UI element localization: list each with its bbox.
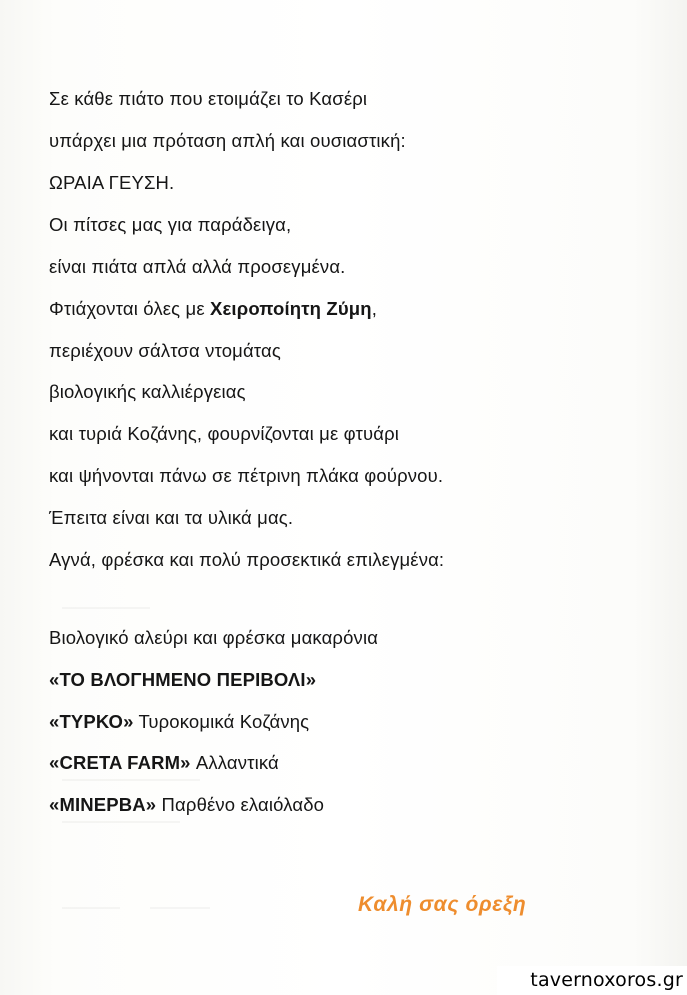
supplier-oil-brand: «ΜΙΝΕΡΒΑ» xyxy=(49,794,157,815)
supplier-meat xyxy=(49,752,279,774)
intro-line-8: βιολογικής καλλιέργειας xyxy=(49,381,246,402)
intro-line-5: είναι πιάτα απλά αλλά προσεγμένα. xyxy=(49,256,346,277)
intro-line-6 xyxy=(49,298,377,320)
closing-wish: Καλή σας όρεξη xyxy=(358,893,527,916)
site-watermark: tavernoxoros.gr xyxy=(497,966,687,995)
intro-line-11: Έπειτα είναι και τα υλικά μας. xyxy=(49,507,294,528)
supplier-flour-brand xyxy=(49,669,316,691)
supplier-meat-brand: «CRETA FARM» xyxy=(49,752,191,773)
supplier-cheese-brand: «ΤΥΡΚΟ» xyxy=(49,711,134,732)
supplier-meat-text: Αλλαντικά xyxy=(190,752,279,773)
handmade-dough-highlight: Χειροποίητη Ζύμη xyxy=(210,298,372,319)
intro-line-6-pre: Φτιάχονται όλες με xyxy=(49,298,211,319)
intro-line-4: Οι πίτσες μας για παράδειγα, xyxy=(49,214,292,235)
intro-line-10: και ψήνονται πάνω σε πέτρινη πλάκα φούρνου. xyxy=(49,465,444,486)
supplier-flour-text: Βιολογικό αλεύρι και φρέσκα μακαρόνια xyxy=(49,627,379,648)
intro-line-2: υπάρχει μια πρόταση απλή και ουσιαστική: xyxy=(49,130,406,151)
supplier-flour-brand-name: «ΤΟ ΒΛΟΓΗΜΕΝΟ ΠΕΡΙΒΟΛΙ» xyxy=(49,669,317,690)
intro-line-3: ΩΡΑΙΑ ΓΕΥΣΗ. xyxy=(49,172,175,193)
supplier-cheese xyxy=(49,711,309,733)
intro-line-9: και τυριά Κοζάνης, φουρνίζονται με φτυάρι xyxy=(49,423,400,444)
intro-line-12: Αγνά, φρέσκα και πολύ προσεκτικά επιλεγμένα: xyxy=(49,549,445,570)
supplier-oil xyxy=(49,794,324,816)
intro-line-1: Σε κάθε πιάτο που ετοιμάζει το Κασέρι xyxy=(49,88,368,109)
supplier-oil-text: Παρθένο ελαιόλαδο xyxy=(156,794,325,815)
supplier-cheese-text: Τυροκομικά Κοζάνης xyxy=(133,711,310,732)
intro-line-6-post: , xyxy=(371,298,377,319)
intro-line-7: περιέχουν σάλτσα ντομάτας xyxy=(49,340,281,361)
